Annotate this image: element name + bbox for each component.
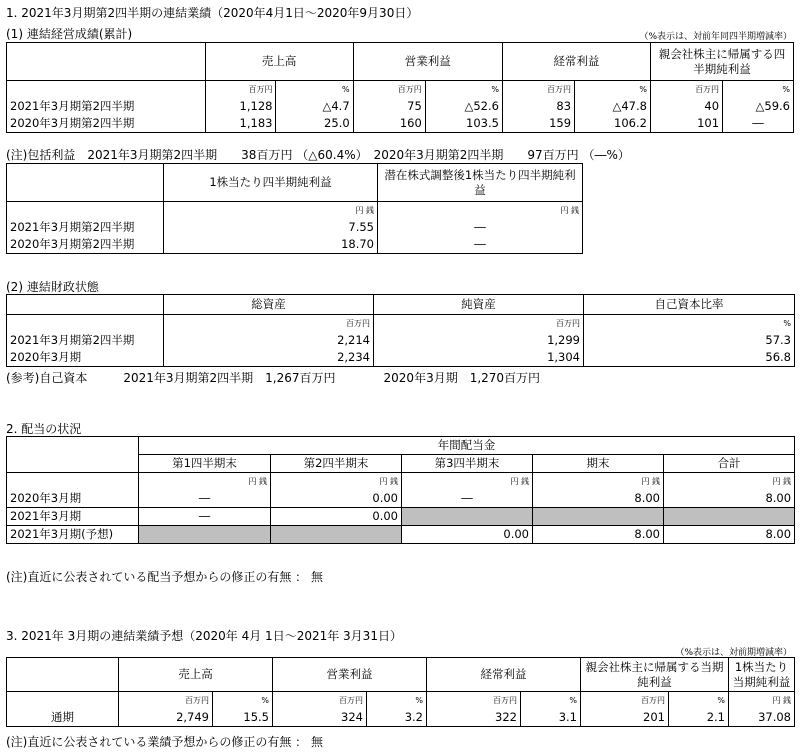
dividends-group-header: 年間配当金	[139, 437, 795, 455]
dividends-title: 2. 配当の状況	[6, 422, 82, 436]
table-row: 2021年3月期第2四半期 7.55 ―	[7, 219, 583, 236]
table-row: 2021年3月期第2四半期 1,128 △4.7 75 △52.6 83 △47.8 40 △59.6	[7, 98, 794, 115]
per-share-header-eps: 1株当たり四半期純利益	[164, 164, 378, 202]
financial-position-title: (2) 連結財政状態	[6, 280, 99, 294]
results-header-operating: 営業利益	[353, 43, 502, 81]
section1-title: 1. 2021年3月期第2四半期の連結業績（2020年4月1日～2020年9月30日）	[6, 6, 419, 20]
table-row: 2021年3月期 ― 0.00	[7, 508, 795, 526]
dividend-revision-note: (注)直近に公表されている配当予想からの修正の有無 ： 無	[6, 570, 323, 584]
results-header-net: 親会社株主に帰属する四半期純利益	[650, 43, 793, 81]
results-corner	[7, 43, 206, 81]
results-table: 売上高 営業利益 経常利益 親会社株主に帰属する四半期純利益 百万円 % 百万円 % 百万円 % 百万円 % 2021年3月期第2四半期 1,128 △4.7 75 △52.6 83 △47.8 40 △59.6 2020年3月期第2四半期 1,183 25.0 160 103.5 159 106.2 101 ―	[6, 42, 794, 133]
per-share-table: 1株当たり四半期純利益 潜在株式調整後1株当たり四半期純利益 円 銭 円 銭 2021年3月期第2四半期 7.55 ― 2020年3月期第2四半期 18.70 ―	[6, 163, 583, 254]
section1-note: （%表示は、対前年同四半期増減率）	[639, 32, 792, 42]
section1-subtitle: (1) 連結経営成績(累計)	[6, 27, 133, 41]
table-row: 2020年3月期第2四半期 1,183 25.0 160 103.5 159 106.2 101 ―	[7, 115, 794, 133]
forecast-title: 3. 2021年 3月期の連結業績予想（2020年 4月 1日～2021年 3月31日）	[6, 629, 402, 643]
forecast-note: （%表示は、対前期増減率）	[675, 648, 792, 658]
results-header-ordinary: 経常利益	[502, 43, 650, 81]
per-share-header-diluted: 潜在株式調整後1株当たり四半期純利益	[378, 164, 583, 202]
comprehensive-income-note: (注)包括利益 2021年3月期第2四半期 38百万円 （△60.4%） 2020年3月期第2四半期 97百万円 （―%）	[6, 148, 630, 162]
equity-reference-note: (参考)自己資本 2021年3月期第2四半期 1,267百万円 2020年3月期 1,270百万円	[6, 371, 541, 385]
table-row: 2020年3月期第2四半期 18.70 ―	[7, 236, 583, 254]
table-row: 2020年3月期 ― 0.00 ― 8.00 8.00	[7, 490, 795, 508]
table-row: 通期 2,749 15.5 324 3.2 322 3.1 201 2.1 37.08	[7, 709, 795, 727]
table-row: 2021年3月期(予想) 0.00 8.00 8.00	[7, 526, 795, 544]
table-row: 2021年3月期第2四半期 2,214 1,299 57.3	[7, 332, 795, 349]
forecast-table: 売上高 営業利益 経常利益 親会社株主に帰属する当期純利益 1株当たり当期純利益 百万円 % 百万円 % 百万円 % 百万円 % 円 銭 通期 2,749 15.5 324 3.2 322 3.1 201 2.1 37.08	[6, 657, 795, 727]
table-row: 2020年3月期 2,234 1,304 56.8	[7, 349, 795, 367]
results-header-sales: 売上高	[205, 43, 353, 81]
financial-position-table: 総資産 純資産 自己資本比率 百万円 百万円 % 2021年3月期第2四半期 2,214 1,299 57.3 2020年3月期 2,234 1,304 56.8	[6, 294, 795, 367]
forecast-revision-note: (注)直近に公表されている業績予想からの修正の有無 ： 無	[6, 735, 323, 749]
dividends-table: 年間配当金 第1四半期末 第2四半期末 第3四半期末 期末 合計 円 銭 円 銭 円 銭 円 銭 円 銭 2020年3月期 ― 0.00 ― 8.00 8.00 2021年3月期 ― 0.00 2021年3月期(予想) 0.00 8.00 8.00	[6, 436, 795, 544]
